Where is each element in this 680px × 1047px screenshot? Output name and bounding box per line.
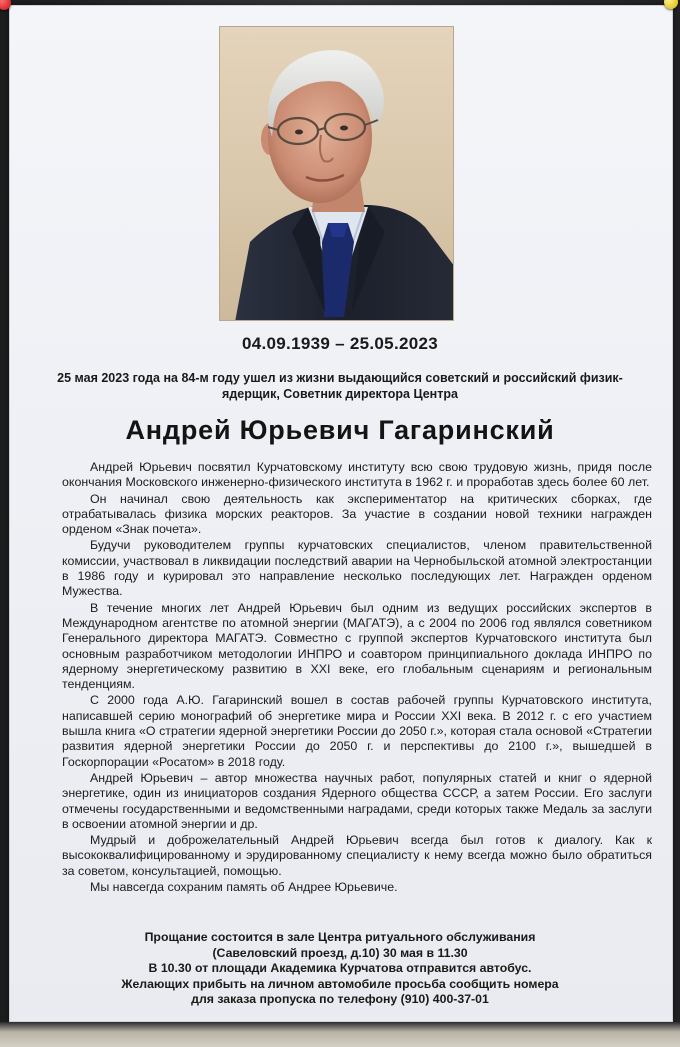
biography [62,460,652,896]
bio-paragraph: Андрей Юрьевич – автор множества научных работ, популярных статей и книг о ядерной энергетике, один из инициаторов создания Ядерного общества СССР, а затем России. Его заслуги отмечены государственными и ведомственными наградами, среди которых также Медаль за заслуги в освоении атомной энергии и др. [62,770,652,831]
farewell-line: Прощание состоится в зале Центра ритуального обслуживания [144,930,536,944]
farewell-line: для заказа пропуска по телефону (910) 400-37-01 [191,992,489,1006]
bio-paragraph: С 2000 года А.Ю. Гагаринский вошел в состав рабочей группы Курчатовского института, написавшей серию монографий об энергетике мира и России XXI века. В 2012 г. с его участием вышла книга «О стратегии ядерной энергетики России до 2050 г.», которая стала основой «Стратегии развития ядерной энергетики России до 2050 г. и перспективы до 2100 г.», вышедшей в Госкорпорации «Росатом» в 2018 году. [62,693,652,769]
portrait-illustration [220,27,454,321]
wall-strip [0,1022,680,1047]
portrait-photo [219,26,454,321]
farewell-announcement [60,930,620,1008]
bio-paragraph: Мудрый и доброжелательный Андрей Юрьевич всегда был готов к диалогу. Как к высококвалифицированному и эрудированному специалисту к нему всегда можно было обратиться за советом, консультацией, помощью. [62,833,652,878]
bio-paragraph: Будучи руководителем группы курчатовских специалистов, членом правительственной комиссии, участвовал в ликвидации последствий аварии на Чернобыльской атомной электростанции в 1986 году и курировал это направление несколько последующих лет. Награжден орденом Мужества. [62,538,652,599]
farewell-line: Желающих прибыть на личном автомобиле просьба сообщить номера [121,976,559,991]
deceased-name: Андрей Юрьевич Гагаринский [125,415,555,445]
farewell-line: В 10.30 от площади Академика Курчатова отправится автобус. [148,961,532,975]
bio-paragraph: Андрей Юрьевич посвятил Курчатовскому институту всю свою трудовую жизнь, придя после окончания Московского инженерно-физического института в 1962 г. и проработав здесь более 60 лет. [62,460,652,490]
bio-paragraph: Мы навсегда сохраним память об Андрее Юрьевиче. [90,880,398,895]
intro-statement: 25 мая 2023 года на 84-м году ушел из жизни выдающийся советский и российский физик-ядерщик, Советник директора Центра [57,371,623,401]
life-dates: 04.09.1939 – 25.05.2023 [242,334,438,353]
bio-paragraph: В течение многих лет Андрей Юрьевич был одним из ведущих российских экспертов в Международном агентстве по атомной энергии (МАГАТЭ), а с 2004 по 2006 год являлся советником Генерального директора МАГАТЭ. Совместно с группой экспертов Курчатовского института был основным разработчиком методологии ИНПРО и соавтором принципиального доклада ИНПРО по ядерному энергетическому развитию в XXI веке, его глобальным сценариям и региональным тенденциям. [62,600,652,692]
bio-paragraph: Он начинал свою деятельность как экспериментатор на критических сборках, где отрабатывалась физика морских реакторов. За участие в создании новой техники награжден орденом «Знак почета». [62,491,652,537]
farewell-line: (Савеловский проезд, д.10) 30 мая в 11.30 [212,945,468,960]
